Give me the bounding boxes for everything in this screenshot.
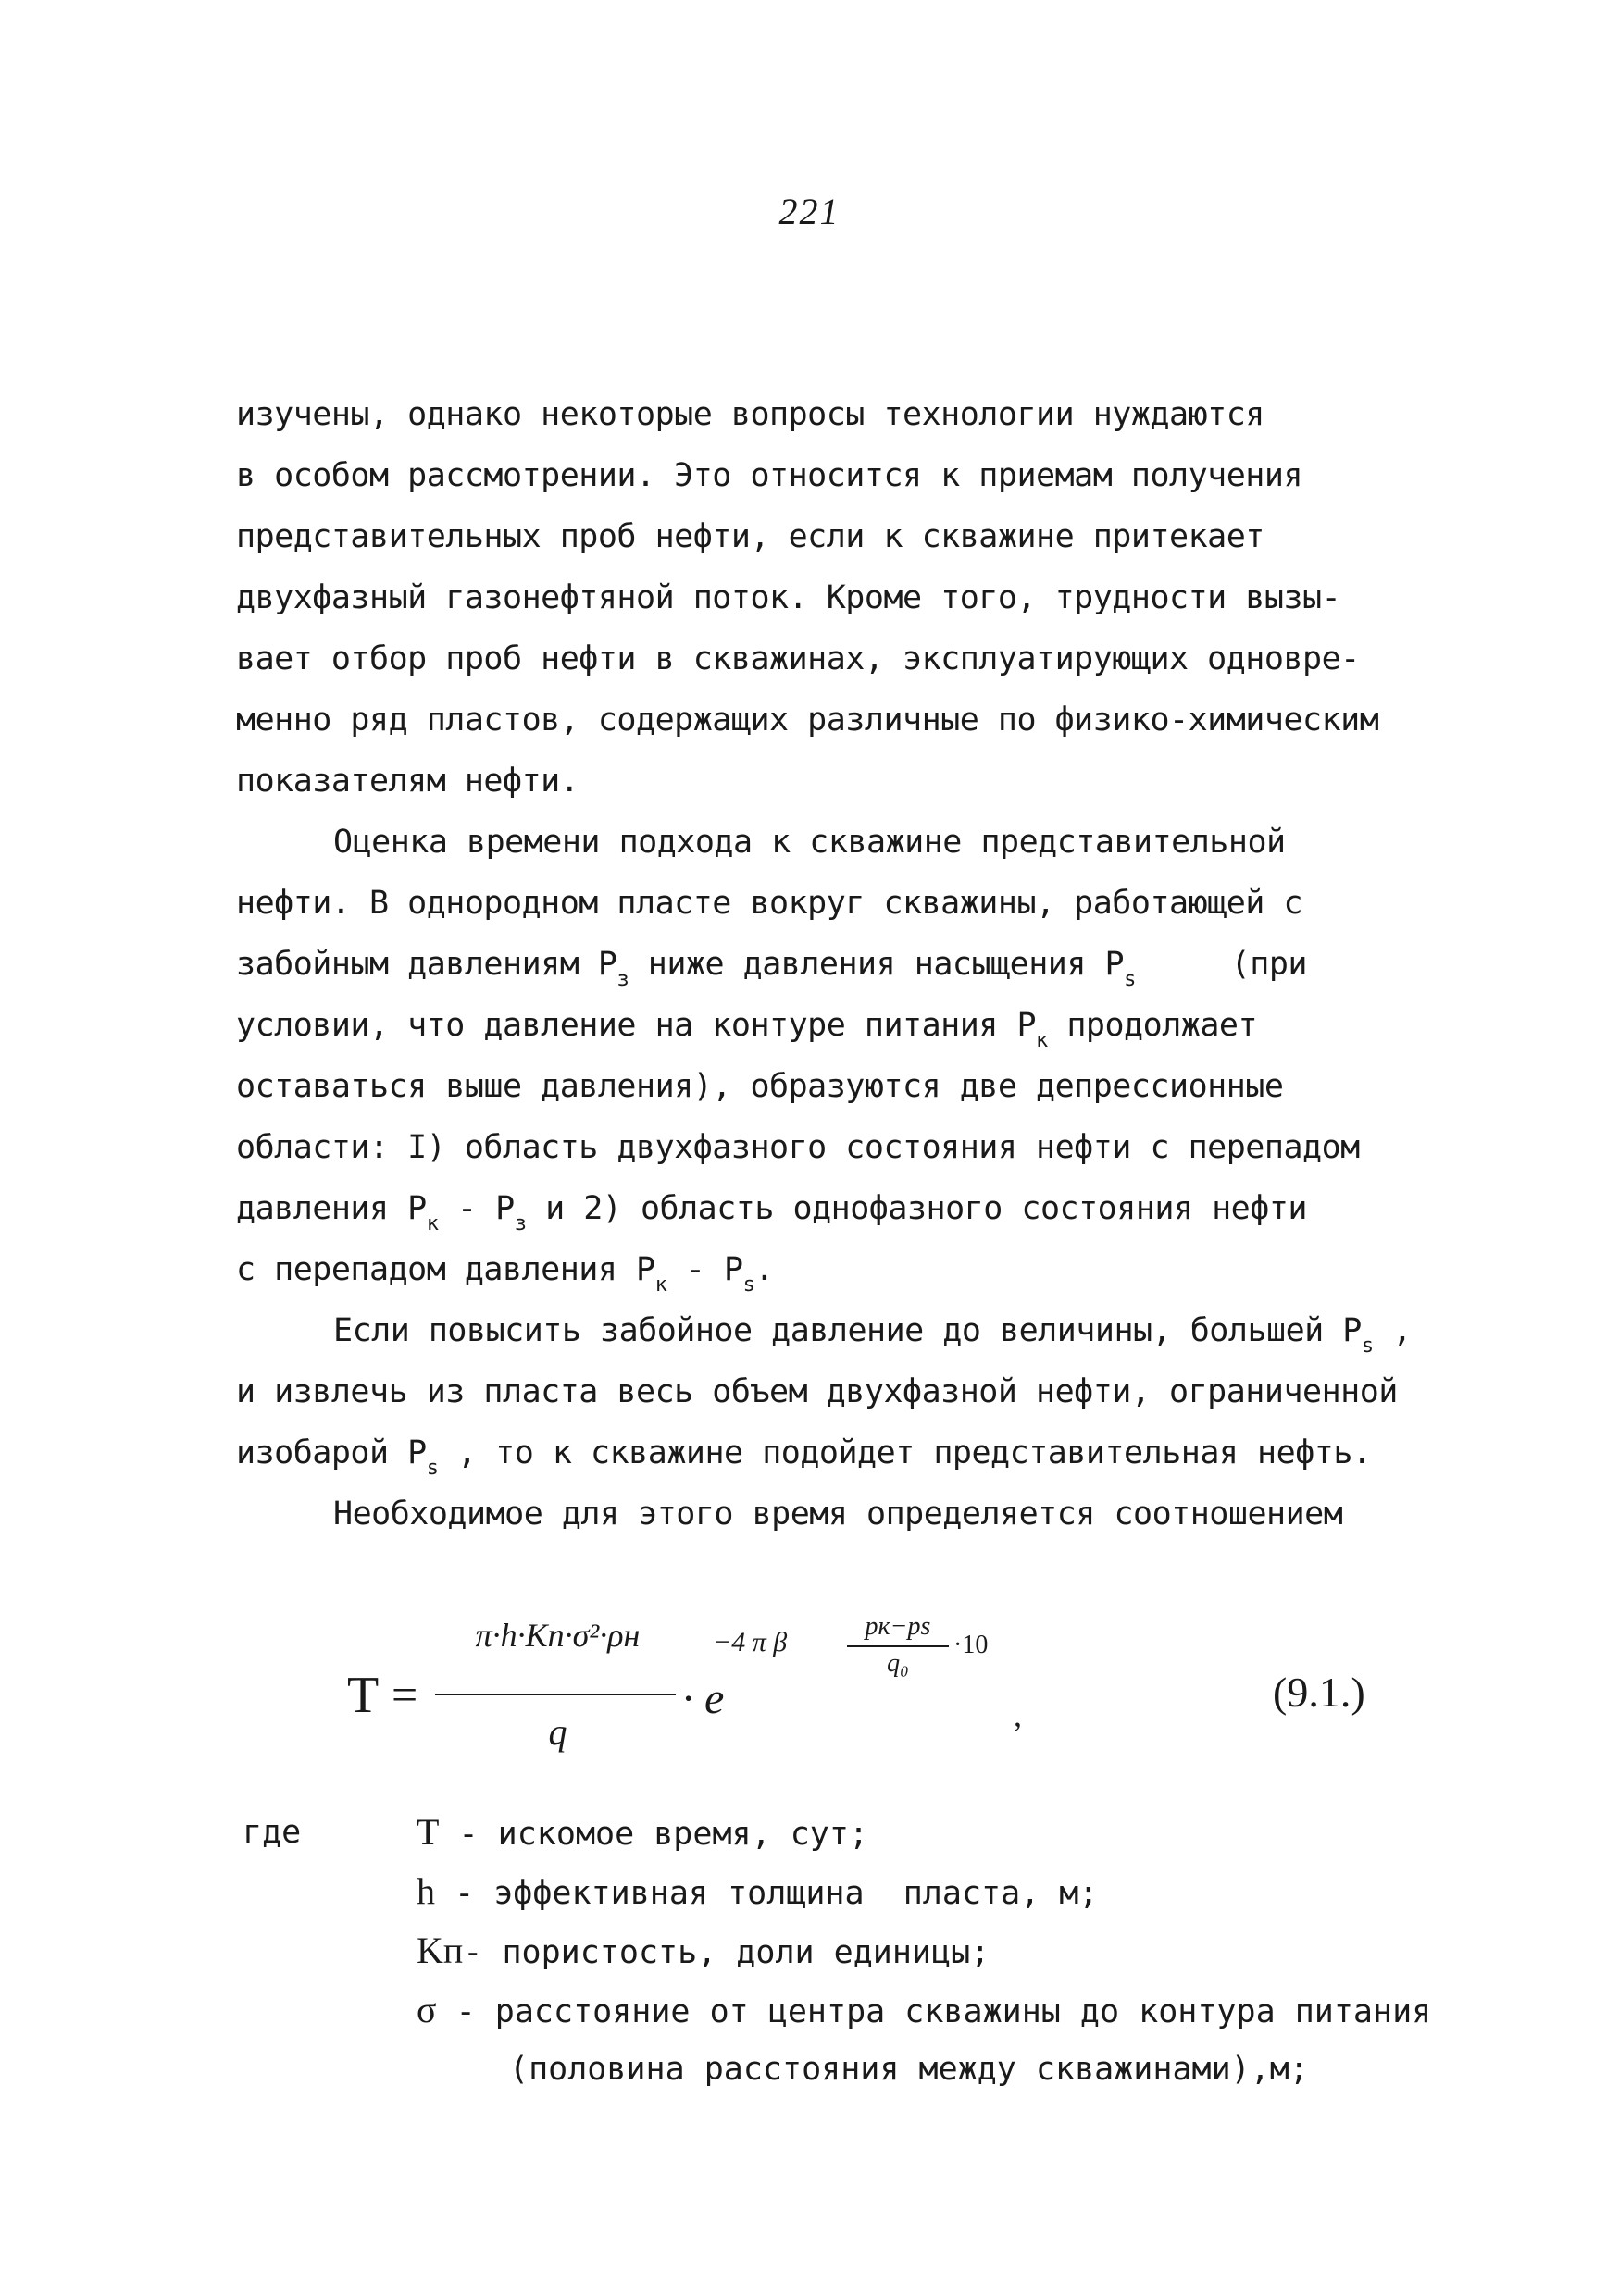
text-line: области: I) область двухфазного состояния нефти с перепадом xyxy=(236,1129,1360,1166)
formula-equals: = xyxy=(392,1669,418,1720)
text-run: и 2) область однофазного состояния нефти xyxy=(526,1190,1307,1227)
subscript: s xyxy=(1361,1334,1374,1358)
text-run: изобарой P xyxy=(236,1434,427,1471)
text-line xyxy=(236,934,1439,995)
subscript: з xyxy=(514,1212,527,1235)
exponent-fraction-bar xyxy=(847,1645,949,1647)
text-run: ниже давления насыщения P xyxy=(629,946,1125,983)
exponent-fraction-denominator: q₀ xyxy=(887,1649,909,1678)
text-line: представительных проб нефти, если к скважине притекает xyxy=(236,518,1264,555)
subscript: s xyxy=(426,1457,439,1480)
subscript: к xyxy=(426,1212,439,1235)
definition-item xyxy=(417,1803,1481,1862)
page-number: 221 xyxy=(778,191,841,232)
text-run: (при xyxy=(1135,946,1307,983)
subscript: s xyxy=(1124,968,1136,991)
text-line xyxy=(236,1239,1439,1300)
definition-text: - искомое время, сут; xyxy=(439,1816,869,1853)
text-run: с перепадом давления P xyxy=(236,1251,655,1288)
text-run: . xyxy=(754,1251,774,1288)
text-line xyxy=(236,1178,1439,1239)
text-run: Если повысить забойное давление до величины, большей P xyxy=(333,1312,1362,1349)
text-line: нефти. В однородном пласте вокруг скважины, работающей с xyxy=(236,885,1303,922)
text-run: , то к скважине подойдет представительная нефть. xyxy=(438,1434,1372,1471)
text-line xyxy=(236,995,1439,1056)
formula-9-1 xyxy=(347,1610,1412,1777)
formula-comma: , xyxy=(1014,1696,1022,1733)
text-run: продолжает xyxy=(1047,1007,1258,1044)
text-run: , xyxy=(1373,1312,1412,1349)
formula-exp-base: · e xyxy=(682,1674,725,1723)
equation-number: (9.1.) xyxy=(1273,1669,1365,1716)
fraction-bar xyxy=(435,1694,676,1695)
text-line: двухфазный газонефтяной поток. Кроме того, трудности вызы- xyxy=(236,579,1341,616)
subscript: s xyxy=(742,1273,755,1297)
definition-text: - эффективная толщина пласта, м; xyxy=(435,1875,1099,1912)
definition-text: - расстояние от центра скважины до контура питания xyxy=(436,1993,1432,2030)
text-run: условии, что давление на контуре питания P xyxy=(236,1007,1037,1044)
definition-symbol: σ xyxy=(417,1989,437,2030)
text-run: - P xyxy=(666,1251,743,1288)
text-line: вает отбор проб нефти в скважинах, эксплуатирующих одновре- xyxy=(236,640,1360,677)
text-run: забойным давлениям P xyxy=(236,946,617,983)
text-line: изучены, однако некоторые вопросы технологии нуждаются xyxy=(236,396,1264,433)
subscript: к xyxy=(1036,1029,1048,1052)
where-label: где xyxy=(243,1814,302,1851)
definition-continuation: (половина расстояния между скважинами),м; xyxy=(509,2051,1309,2088)
text-run: - P xyxy=(438,1190,515,1227)
text-line: показателям нефти. xyxy=(236,763,579,800)
text-line xyxy=(236,1300,1439,1361)
formula-exponent-suffix: ·10 xyxy=(953,1631,989,1659)
formula-lhs: T xyxy=(347,1667,380,1724)
text-line: оставаться выше давления), образуются две депрессионные xyxy=(236,1068,1284,1105)
body-text xyxy=(236,384,1439,1545)
text-line: и извлечь из пласта весь объем двухфазной нефти, ограниченной xyxy=(236,1373,1398,1410)
formula-denominator: q xyxy=(548,1711,567,1753)
text-line: менно ряд пластов, содержащих различные по физико-химическим xyxy=(236,701,1379,738)
definition-symbol: h xyxy=(417,1870,435,1912)
subscript: к xyxy=(654,1273,667,1297)
definition-item xyxy=(417,1980,1481,2040)
definition-text: - пористость, доли единицы; xyxy=(463,1934,990,1971)
definitions-list xyxy=(417,1803,1481,2099)
formula-exponent-prefix: −4 π β xyxy=(713,1627,788,1657)
definition-symbol: T xyxy=(417,1811,440,1853)
text-line xyxy=(236,1422,1439,1483)
definition-symbol: Kп xyxy=(417,1930,464,1971)
subscript: з xyxy=(616,968,629,991)
text-line: Необходимое для этого время определяется соотношением xyxy=(333,1496,1343,1533)
text-run: давления P xyxy=(236,1190,427,1227)
definition-item xyxy=(417,1921,1481,1980)
exponent-fraction-numerator: pк−ps xyxy=(865,1612,931,1641)
formula-numerator: π·h·Kп·σ²·ρн xyxy=(475,1617,641,1654)
definition-item xyxy=(417,1862,1481,1921)
text-line: в особом рассмотрении. Это относится к приемам получения xyxy=(236,457,1303,494)
text-line: Оценка времени подхода к скважине представительной xyxy=(333,824,1286,861)
